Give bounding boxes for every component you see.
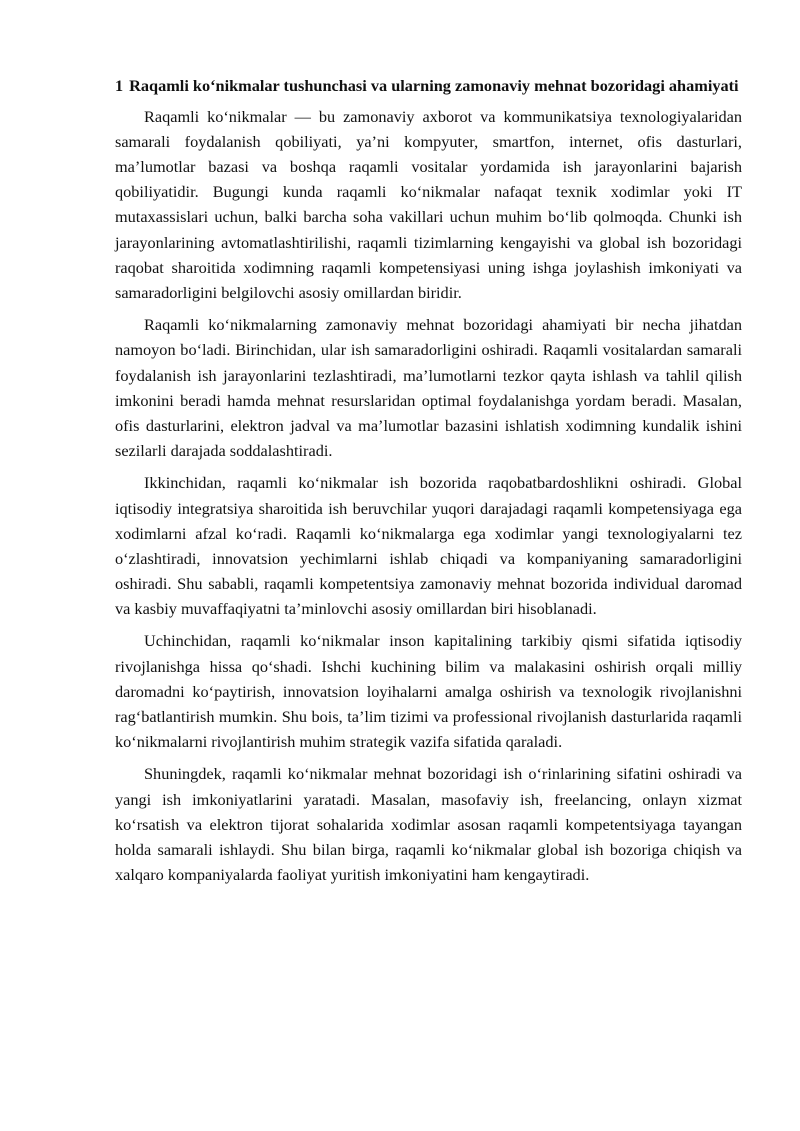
document-page bbox=[115, 73, 742, 894]
section-number: 1 bbox=[115, 76, 124, 95]
paragraph-1: Raqamli ko‘nikmalar — bu zamonaviy axborot va kommunikatsiya texnologiyalaridan samarali foydalanish qobiliyati, ya’ni kompyuter, smartfon, internet, ofis dasturlari, ma’lumotlar bazasi va boshqa raqamli vositalar yordamida ish jarayonlarini bajarish qobiliyatidir. Bugungi kunda raqamli ko‘nikmalar nafaqat texnik xodimlar yoki IT mutaxassislari uchun, balki barcha soha vakillari uchun muhim bo‘lib qolmoqda. Chunki ish jarayonlarining avtomatlashtirilishi, raqamli tizimlarning kengayishi va global ish bozoridagi raqobat sharoitida xodimning raqamli kompetensiyasi uning ishga joylashish imkoniyati va samaradorligini belgilovchi asosiy omillardan biridir. bbox=[115, 107, 742, 302]
paragraph-5: Shuningdek, raqamli ko‘nikmalar mehnat bozoridagi ish o‘rinlarining sifatini oshiradi va yangi ish imkoniyatlarini yaratadi. Masalan, masofaviy ish, freelancing, onlayn xizmat ko‘rsatish va elektron tijorat sohalarida xodimlar asosan raqamli kompetentsiyaga tayangan holda samarali ishlaydi. Shu bilan birga, raqamli ko‘nikmalar global ish bozoriga chiqish va xalqaro kompaniyalarda faoliyat yuritish imkoniyatini ham kengaytiradi. bbox=[115, 764, 742, 884]
paragraph-2: Raqamli ko‘nikmalarning zamonaviy mehnat bozoridagi ahamiyati bir necha jihatdan namoyon bo‘ladi. Birinchidan, ular ish samaradorligini oshiradi. Raqamli vositalardan samarali foydalanish ish jarayonlarini tezlashtiradi, ma’lumotlarni tezkor qayta ishlash va tahlil qilish imkonini beradi hamda mehnat resurslaridan optimal foydalanishga yordam beradi. Masalan, ofis dasturlarini, elektron jadval va ma’lumotlar bazasini ishlatish xodimning kundalik ishini sezilarli darajada soddalashtiradi. bbox=[115, 315, 742, 460]
section-heading bbox=[115, 73, 742, 98]
paragraph-4: Uchinchidan, raqamli ko‘nikmalar inson kapitalining tarkibiy qismi sifatida iqtisodiy rivojlanishga hissa qo‘shadi. Ishchi kuchining bilim va malakasini oshirish orqali milliy daromadni ko‘paytirish, innovatsion loyihalarni amalga oshirish va texnologik rivojlanishni rag‘batlantirish mumkin. Shu bois, ta’lim tizimi va professional rivojlanish dasturlarida raqamli ko‘nikmalarni rivojlantirish muhim strategik vazifa sifatida qaraladi. bbox=[115, 631, 742, 751]
section-title: Raqamli ko‘nikmalar tushunchasi va ularning zamonaviy mehnat bozoridagi ahamiyati bbox=[129, 76, 739, 95]
paragraph-3: Ikkinchidan, raqamli ko‘nikmalar ish bozorida raqobatbardoshlikni oshiradi. Global iqtisodiy integratsiya sharoitida ish beruvchilar yuqori darajadagi raqamli kompetensiyaga ega xodimlarni afzal ko‘radi. Raqamli ko‘nikmalarga ega xodimlar yangi texnologiyalarni tez o‘zlashtiradi, innovatsion yechimlarni ishlab chiqadi va kompaniyaning samaradorligini oshiradi. Shu sababli, raqamli kompetentsiya zamonaviy mehnat bozorida individual daromad va kasbiy muvaffaqiyatni ta’minlovchi asosiy omillardan biri hisoblanadi. bbox=[115, 473, 742, 618]
